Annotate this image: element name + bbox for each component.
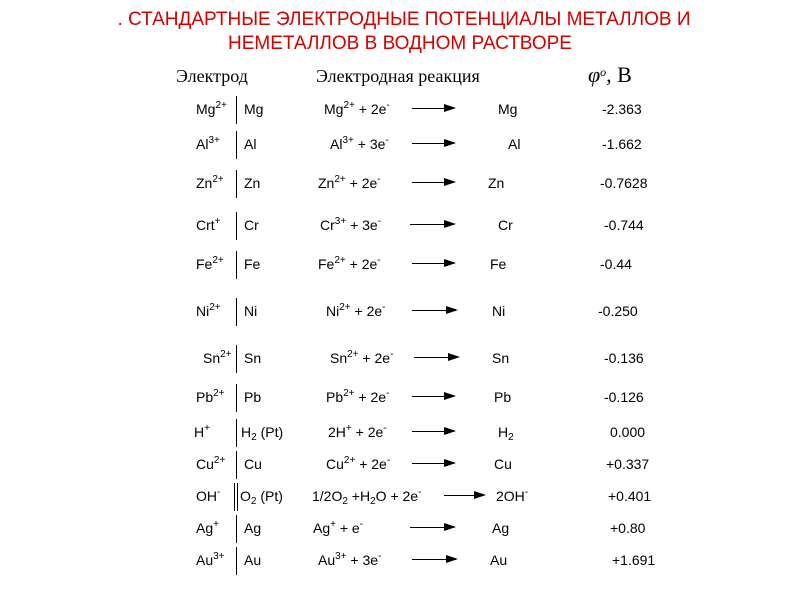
potential-symbol: φ — [588, 62, 601, 87]
reaction-arrow-icon — [412, 559, 456, 560]
reaction-product — [492, 294, 505, 328]
product-symbol: Cr — [498, 217, 513, 233]
reaction-arrow-icon — [412, 182, 454, 183]
product-symbol: Fe — [490, 256, 507, 272]
table-row — [0, 415, 800, 449]
ion-charge: 2+ — [220, 349, 232, 360]
metal-symbol: O — [240, 488, 251, 504]
reaction-product — [498, 208, 513, 242]
product-symbol: Cu — [494, 456, 512, 472]
ion-symbol: Sn — [203, 350, 221, 366]
electrode-boundary-line — [236, 547, 237, 575]
ion-symbol: Fe — [196, 256, 213, 272]
electrons: + 3e — [353, 136, 386, 152]
electrons: + 2e — [355, 456, 387, 472]
reactant-ion: Pb — [326, 389, 344, 405]
reaction-reactants — [313, 511, 363, 545]
electrons: + 3e — [346, 552, 379, 568]
reaction-reactants — [318, 247, 381, 281]
electrode-ion — [196, 92, 227, 126]
electrode-boundary-line — [236, 251, 237, 279]
electrons: + 3e — [346, 217, 378, 233]
electrode-metal — [240, 479, 283, 513]
product-symbol: H — [498, 424, 509, 440]
table-row — [0, 380, 800, 414]
table-row — [0, 341, 800, 375]
water-rest: O + 2e — [375, 488, 419, 504]
reaction-reactants — [328, 415, 387, 449]
electron-charge: - — [377, 255, 381, 266]
potential-value: 0.000 — [610, 424, 646, 440]
metal-symbol: Cu — [244, 456, 262, 472]
electrode-boundary-line — [236, 384, 237, 412]
electron-charge: - — [383, 423, 387, 434]
ion-charge: 2+ — [212, 174, 224, 185]
electrode-metal — [244, 543, 261, 577]
electron-charge: - — [377, 216, 382, 227]
ion-charge: + — [204, 423, 210, 434]
reaction-reactants — [318, 166, 381, 200]
potential-value: -0.136 — [604, 350, 644, 366]
reactant-ion: Cr — [320, 217, 335, 233]
reaction-arrow-icon — [412, 108, 454, 109]
table-row — [0, 166, 800, 200]
electrode-metal — [244, 208, 259, 242]
electron-charge: - — [386, 455, 391, 466]
electron-charge: - — [386, 100, 390, 111]
metal-symbol: Fe — [244, 256, 261, 272]
electron-charge: - — [385, 135, 389, 146]
ion-symbol: Ni — [196, 303, 210, 319]
potential-value: -0.250 — [598, 303, 638, 319]
reaction-reactants — [326, 294, 386, 328]
metal-symbol: H — [241, 424, 252, 440]
electrode-ion — [203, 341, 232, 375]
reaction-arrow-icon — [410, 224, 454, 225]
reactant-charge: + — [330, 519, 336, 530]
reaction-reactants — [330, 127, 389, 161]
reactant-ion: 2H — [328, 424, 346, 440]
water-subscript: 2 — [370, 496, 376, 507]
ion-symbol: H — [194, 424, 205, 440]
product-symbol: Zn — [488, 175, 505, 191]
ion-charge: + — [213, 519, 219, 530]
reaction-product — [498, 415, 514, 449]
water-term: +H — [347, 488, 371, 504]
electrode-ion — [196, 543, 225, 577]
reaction-product — [492, 511, 509, 545]
product-symbol: Au — [490, 552, 508, 568]
electrode-boundary-line — [236, 170, 237, 198]
metal-subscript: 2 — [251, 432, 257, 443]
electrons: + 2e — [354, 389, 387, 405]
product-symbol: Mg — [498, 101, 518, 117]
reactant-charge: + — [345, 423, 352, 434]
metal-symbol: Al — [244, 136, 257, 152]
electrode-ion — [196, 166, 224, 200]
ion-charge: + — [214, 216, 221, 227]
reactant-ion: Al — [330, 136, 343, 152]
electrode-ion — [196, 479, 220, 513]
electrode-metal — [244, 380, 261, 414]
electron-charge: - — [386, 388, 390, 399]
electrode-metal — [244, 341, 261, 375]
product-symbol: Ni — [492, 303, 506, 319]
table-row — [0, 511, 800, 545]
potential-value: -0.7628 — [600, 175, 648, 191]
electrode-ion — [196, 127, 220, 161]
reactant-charge: 2+ — [339, 302, 351, 313]
metal-suffix: (Pt) — [256, 424, 284, 440]
reactant-ion: 1/2O — [312, 488, 343, 504]
product-symbol: Pb — [494, 389, 512, 405]
table-row — [0, 92, 800, 126]
reaction-arrow-icon — [414, 357, 458, 358]
electrons: + 2e — [354, 101, 387, 117]
product-symbol: Ag — [492, 520, 510, 536]
potential-value: -0.744 — [604, 217, 644, 233]
reaction-arrow-icon — [410, 527, 454, 528]
potential-value: +1.691 — [612, 552, 656, 568]
electrons: + 2e — [345, 256, 378, 272]
metal-symbol: Cr — [244, 217, 259, 233]
ion-symbol: Mg — [196, 101, 216, 117]
table-row — [0, 127, 800, 161]
metal-symbol: Mg — [244, 101, 264, 117]
electrode-boundary-line — [236, 298, 237, 326]
electrode-metal — [241, 415, 283, 449]
reaction-product — [490, 247, 506, 281]
potential-value: -0.126 — [604, 389, 644, 405]
electrode-metal — [244, 166, 260, 200]
electrode-metal — [244, 247, 260, 281]
reaction-arrow-icon — [412, 431, 454, 432]
electron-charge: - — [382, 302, 386, 313]
metal-suffix: (Pt) — [256, 488, 283, 504]
electrode-boundary-line — [236, 345, 237, 373]
metal-symbol: Pb — [244, 389, 262, 405]
electron-charge: - — [418, 487, 422, 498]
reaction-reactants — [326, 380, 389, 414]
header-reaction: Электродная реакция — [316, 66, 480, 86]
reaction-reactants — [330, 341, 393, 375]
reaction-arrow-icon — [412, 263, 454, 264]
electrons: + 2e — [351, 424, 384, 440]
reactant-charge: 2+ — [347, 349, 359, 360]
ion-symbol: OH — [196, 488, 217, 504]
reaction-reactants — [324, 92, 390, 126]
header-electrode: Электрод — [176, 66, 248, 86]
electrode-ion — [196, 247, 224, 281]
reactant-charge: 2+ — [343, 388, 355, 399]
ion-charge: 3+ — [208, 135, 220, 146]
reaction-arrow-icon — [412, 143, 454, 144]
reactant-charge: 3+ — [334, 216, 347, 227]
metal-subscript: 2 — [250, 496, 257, 507]
electrode-ion — [196, 380, 225, 414]
electrons: + 2e — [350, 303, 383, 319]
table-row — [0, 479, 800, 513]
reaction-arrow-icon — [412, 310, 456, 311]
reaction-product — [490, 543, 507, 577]
ion-symbol: Zn — [196, 175, 213, 191]
electrons: + 2e — [345, 175, 378, 191]
metal-symbol: Zn — [244, 175, 261, 191]
page-title — [0, 8, 800, 56]
title-line-1: . СТАНДАРТНЫЕ ЭЛЕКТРОДНЫЕ ПОТЕНЦИАЛЫ МЕТАЛЛОВ И — [117, 9, 691, 30]
ion-charge: 2+ — [212, 255, 224, 266]
electrode-ion — [196, 511, 219, 545]
electrode-metal — [244, 294, 257, 328]
electron-charge: - — [377, 174, 381, 185]
table-row — [0, 208, 800, 242]
electrode-boundary-line — [236, 419, 237, 447]
reaction-product — [494, 380, 511, 414]
reaction-product — [494, 447, 512, 481]
electrode-metal — [244, 92, 263, 126]
reactant-ion: Ni — [326, 303, 340, 319]
potential-value: +0.337 — [606, 456, 650, 472]
electrode-metal — [244, 511, 261, 545]
electrode-boundary-line — [237, 483, 238, 511]
potential-value: -2.363 — [602, 101, 642, 117]
reaction-arrow-icon — [444, 495, 484, 496]
electrode-boundary-line — [236, 96, 237, 124]
product-subscript: 2 — [508, 432, 514, 443]
electrode-boundary-line — [236, 212, 237, 240]
product-symbol: Al — [508, 136, 521, 152]
potential-value: +0.80 — [610, 520, 646, 536]
ion-symbol: Cu — [196, 456, 214, 472]
reaction-product — [496, 479, 528, 513]
reactant-charge: 2+ — [334, 174, 346, 185]
electrode-boundary-line — [236, 515, 237, 543]
reactant-ion: Ag — [313, 520, 331, 536]
electrode-metal — [244, 127, 256, 161]
table-row — [0, 543, 800, 577]
reactant-ion: Mg — [324, 101, 344, 117]
reactant-charge: 3+ — [342, 135, 354, 146]
electron-charge: - — [378, 551, 382, 562]
product-symbol: 2OH — [496, 488, 525, 504]
reaction-reactants — [312, 479, 421, 513]
reaction-arrow-icon — [412, 463, 454, 464]
ion-charge: 2+ — [213, 388, 225, 399]
table-row — [0, 247, 800, 281]
electrons: + e — [335, 520, 360, 536]
ion-symbol: Ag — [196, 520, 214, 536]
reactant-ion: Zn — [318, 175, 335, 191]
potential-value: +0.401 — [608, 488, 652, 504]
electrons: + 2e — [358, 350, 391, 366]
reactant-ion: Fe — [318, 256, 335, 272]
reaction-product — [492, 341, 509, 375]
potential-value: -1.662 — [602, 136, 642, 152]
ion-symbol: Al — [196, 136, 209, 152]
electrode-ion — [196, 294, 221, 328]
reaction-reactants — [326, 447, 390, 481]
electrode-boundary-line — [236, 451, 237, 479]
ion-symbol: Crt — [196, 217, 215, 233]
ion-symbol: Pb — [196, 389, 214, 405]
reactant-charge: 3+ — [335, 551, 347, 562]
ion-charge: - — [217, 487, 221, 498]
ion-symbol: Au — [196, 552, 214, 568]
ion-charge: 2+ — [215, 100, 227, 111]
reaction-product — [508, 127, 520, 161]
potential-sup: o — [600, 65, 607, 79]
electrode-ion — [196, 447, 225, 481]
reactant-ion: Au — [318, 552, 336, 568]
metal-symbol: Ni — [244, 303, 258, 319]
reactant-charge: 2+ — [343, 100, 355, 111]
electrode-ion — [196, 208, 221, 242]
metal-symbol: Ag — [244, 520, 262, 536]
product-symbol: Sn — [492, 350, 510, 366]
electron-charge: - — [390, 349, 394, 360]
header-potential — [588, 62, 632, 88]
table-row — [0, 447, 800, 481]
reactant-ion: Cu — [326, 456, 344, 472]
electron-charge: - — [359, 519, 364, 530]
title-line-2: НЕМЕТАЛЛОВ В ВОДНОМ РАСТВОРЕ — [228, 33, 572, 54]
reaction-product — [488, 166, 504, 200]
metal-symbol: Sn — [244, 350, 262, 366]
reactant-ion: Sn — [330, 350, 348, 366]
table-row — [0, 294, 800, 328]
reactant-charge: 2+ — [334, 255, 346, 266]
ion-charge: 2+ — [213, 455, 226, 466]
reactant-charge: 2+ — [343, 455, 356, 466]
ion-charge: 3+ — [213, 551, 225, 562]
product-charge: - — [524, 487, 529, 498]
reaction-reactants — [320, 208, 381, 242]
metal-symbol: Au — [244, 552, 262, 568]
reaction-product — [498, 92, 517, 126]
reaction-reactants — [318, 543, 381, 577]
potential-value: -0.44 — [600, 256, 632, 272]
electrode-ion — [194, 415, 210, 449]
potential-unit: , В — [606, 62, 632, 87]
electrode-boundary-line — [236, 131, 237, 159]
reactant-subscript: 2 — [342, 496, 348, 507]
electrode-metal — [244, 447, 262, 481]
reaction-arrow-icon — [412, 396, 454, 397]
electrode-boundary-line — [234, 483, 235, 511]
ion-charge: 2+ — [209, 302, 221, 313]
